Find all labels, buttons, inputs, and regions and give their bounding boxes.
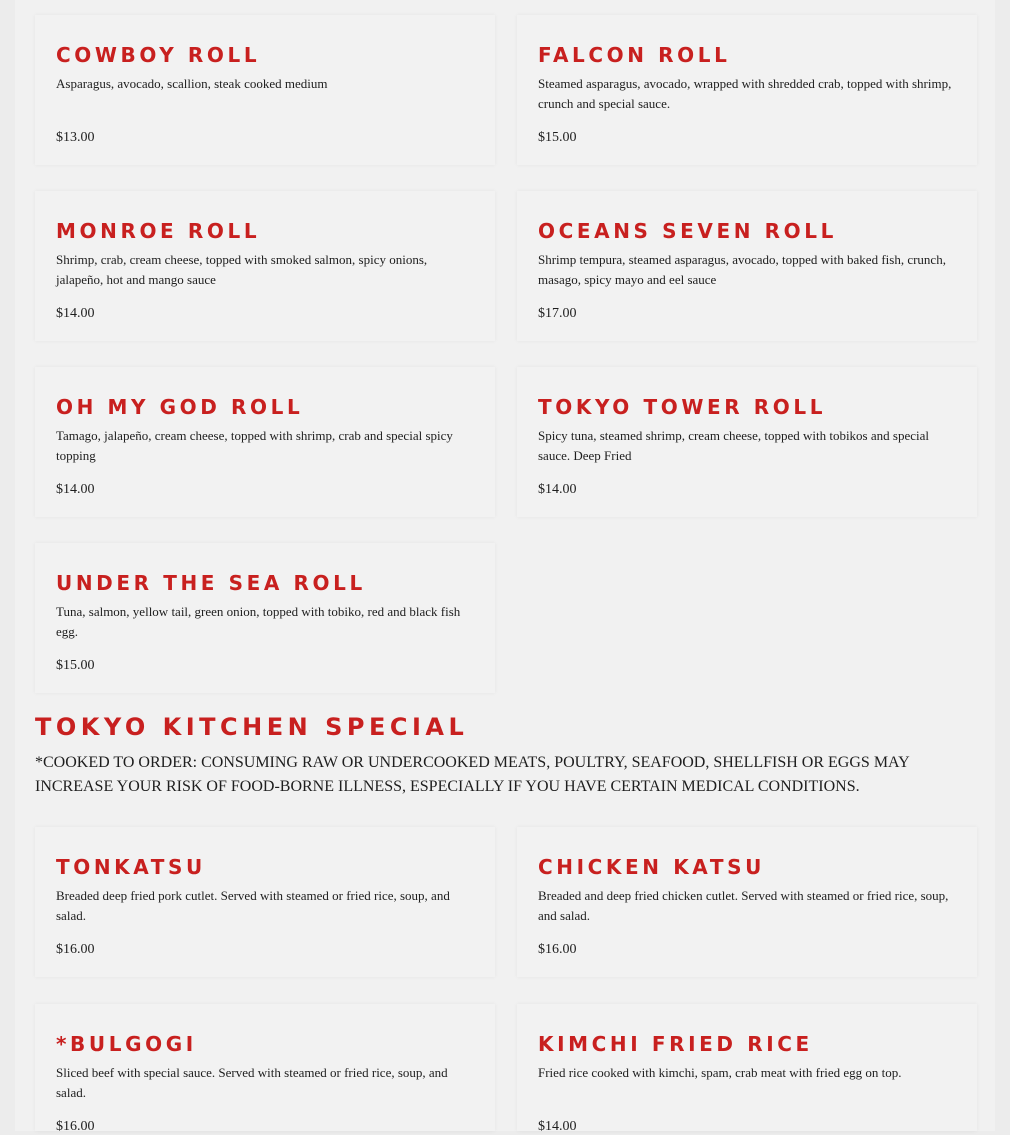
menu-item-card (517, 191, 977, 341)
menu-item-card (35, 1004, 495, 1134)
menu-item-price: $15.00 (538, 130, 577, 145)
section-disclaimer: *COOKED TO ORDER: CONSUMING RAW OR UNDERCOOKED MEATS, POULTRY, SEAFOOD, SHELLFISH OR EGGS MAY INCREASE YOUR RISK OF FOOD-BORNE ILLNESS, ESPECIALLY IF YOU HAVE CERTAIN MEDICAL CONDITIONS. (35, 754, 910, 795)
menu-item-card (35, 191, 495, 341)
menu-item-name: OCEANS SEVEN ROLL (538, 219, 837, 243)
menu-item-description: Shrimp, crab, cream cheese, topped with smoked salmon, spicy onions, jalapeño, hot and mango sauce (56, 252, 428, 287)
menu-item-card (35, 827, 495, 977)
menu-item-card (35, 15, 495, 165)
menu-item-price: $15.00 (56, 658, 95, 673)
menu-item-card (517, 1004, 977, 1134)
menu-item-price: $14.00 (538, 1119, 577, 1134)
menu-page (15, 0, 995, 1134)
menu-item-card (517, 367, 977, 517)
menu-item-name: FALCON ROLL (538, 43, 731, 67)
menu-item-name: KIMCHI FRIED RICE (538, 1032, 813, 1056)
menu-item-name: TONKATSU (56, 855, 206, 879)
menu-item-name: UNDER THE SEA ROLL (56, 571, 366, 595)
menu-item-name: *BULGOGI (56, 1032, 197, 1056)
menu-item-name: TOKYO TOWER ROLL (538, 395, 827, 419)
menu-item-card (35, 367, 495, 517)
menu-item-price: $16.00 (56, 942, 95, 957)
menu-item-card (517, 15, 977, 165)
section-title: TOKYO KITCHEN SPECIAL (35, 713, 469, 741)
menu-item-description: Breaded deep fried pork cutlet. Served with steamed or fried rice, soup, and salad. (56, 888, 450, 923)
menu-item-description: Fried rice cooked with kimchi, spam, crab meat with fried egg on top. (538, 1065, 902, 1080)
menu-item-name: OH MY GOD ROLL (56, 395, 304, 419)
menu-item-name: COWBOY ROLL (56, 43, 261, 67)
menu-item-description: Shrimp tempura, steamed asparagus, avocado, topped with baked fish, crunch, masago, spicy mayo and eel sauce (538, 252, 946, 287)
menu-item-name: CHICKEN KATSU (538, 855, 765, 879)
menu-item-description: Spicy tuna, steamed shrimp, cream cheese, topped with tobikos and special sauce. Deep Fried (538, 428, 929, 463)
menu-item-description: Tuna, salmon, yellow tail, green onion, topped with tobiko, red and black fish egg. (56, 604, 461, 639)
menu-item-price: $16.00 (56, 1119, 95, 1134)
menu-item-description: Asparagus, avocado, scallion, steak cooked medium (56, 76, 328, 91)
menu-item-price: $16.00 (538, 942, 577, 957)
menu-item-description: Breaded and deep fried chicken cutlet. Served with steamed or fried rice, soup, and salad. (538, 888, 949, 923)
menu-item-price: $17.00 (538, 306, 577, 321)
menu-item-card (35, 543, 495, 693)
menu-item-price: $14.00 (538, 482, 577, 497)
menu-item-price: $14.00 (56, 306, 95, 321)
menu-item-price: $13.00 (56, 130, 95, 145)
menu-item-description: Tamago, jalapeño, cream cheese, topped with shrimp, crab and special spicy topping (56, 428, 453, 463)
menu-item-card (517, 827, 977, 977)
menu-item-description: Steamed asparagus, avocado, wrapped with shredded crab, topped with shrimp, crunch and special sauce. (538, 76, 952, 111)
menu-item-description: Sliced beef with special sauce. Served with steamed or fried rice, soup, and salad. (56, 1065, 448, 1100)
menu-item-name: MONROE ROLL (56, 219, 261, 243)
menu-item-price: $14.00 (56, 482, 95, 497)
